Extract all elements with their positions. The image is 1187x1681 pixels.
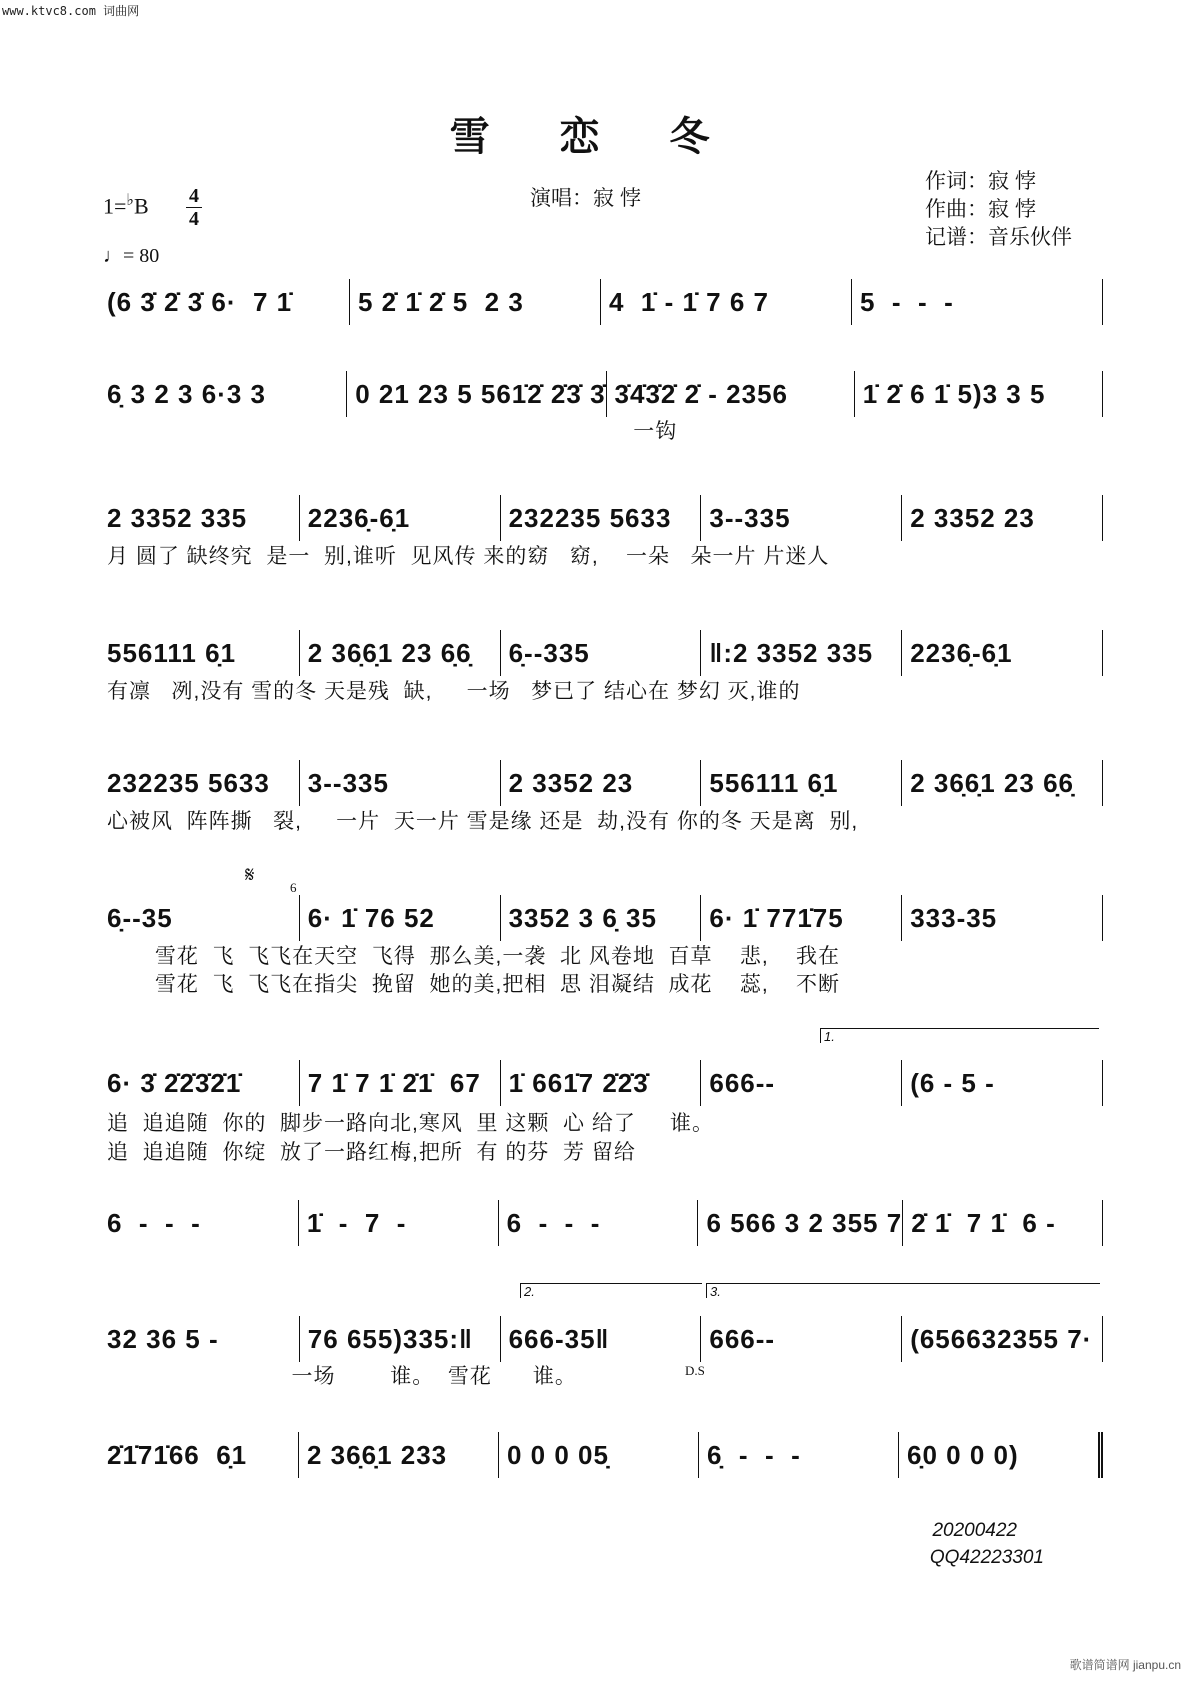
staff-row [107,495,1103,541]
measure: 5 - - - [852,279,1103,325]
measure: 32 36 5 - [107,1316,300,1362]
staff-row [107,760,1103,806]
staff-row [107,371,1103,417]
measure: 6̣--35 [107,895,300,941]
measure: 666-- [701,1316,902,1362]
measure: 2 3352 23 [501,760,702,806]
key-signature [103,190,149,219]
staff-row [107,1060,1103,1106]
staff-row [107,630,1103,676]
measure: 333-35 [902,895,1103,941]
dal-segno: D.S [685,1363,705,1378]
measure: 232235 5633 [501,495,702,541]
measure: 76 655)335:‖ [300,1316,501,1362]
tempo-marking: ♩= 80 [103,245,160,267]
measure: 4 1̇ - 1̇ 7 6 7 [601,279,852,325]
measure: 6̣ 3 2 3 6·3 3 [107,371,347,417]
measure: 6̣ - - - [699,1432,899,1478]
measure: 3--335 [701,495,902,541]
measure: 1̇ 2̇ 6 1̇ 5)3 3 5 [855,371,1103,417]
flat-icon: ♭ [126,192,134,209]
lyric-line: 雪花 飞 飞飞在指尖 挽留 她的美,把相 思 泪凝结 成花 蕊, 不断 [107,973,841,996]
lyric-line: 一钩 [107,420,678,443]
measure: 0 0 0 05̣ [499,1432,699,1478]
measure: 3352 3 6̣ 35 [501,895,702,941]
measure: 6· 3̇ 2̇2̇3̇2̇1̇ [107,1060,300,1106]
measure: 2̇1̇71̇66 6̣1 [107,1432,299,1478]
measure: 5 2̇ 1̇ 2̇ 5 2 3 [350,279,601,325]
measure: (6 - 5 - [902,1060,1103,1106]
measure: 2 36̣6̣1 23 6̣6̣ [902,760,1103,806]
transcriber: 记谱：音乐伙伴 [925,226,1072,249]
measure: 6̣0 0 0 0) [899,1432,1103,1478]
staff-row [107,279,1103,325]
measure: 6̣--335 [501,630,702,676]
measure: 6 - - - [499,1200,699,1246]
volta-2: 2. [520,1283,702,1298]
measure: 6· 1̇ 771̇75 [701,895,902,941]
measure: ‖:2 3352 335 [701,630,902,676]
measure: 666-35‖ [501,1316,702,1362]
grace-note: 6 [290,880,297,895]
volta-1: 1. [820,1028,1099,1043]
staff-row [107,1432,1103,1478]
measure: 7 1̇ 7 1̇ 2̇1̇ 67 [300,1060,501,1106]
lyric-line: 心被风 阵阵撕 裂, 一片 天一片 雪是缘 还是 劫,没有 你的冬 天是离 别, [107,810,859,833]
key-note: B [133,193,149,219]
qq-number: QQ42223301 [929,1547,1044,1568]
measure: 2 3352 335 [107,495,300,541]
lyric-line: 月 圆了 缺终究 是一 别,谁听 见风传 来的窈 窈, 一朵 朵一片 片迷人 [107,545,830,568]
measure: (6 3̇ 2̇ 3̇ 6· 7 1̇ [107,279,350,325]
measure: 0 21 23 5 561̇2̇ 2̇3̇ 3̇ [347,371,606,417]
measure: 232235 5633 [107,760,300,806]
time-signature [186,186,202,229]
time-bottom: 4 [189,208,199,230]
lyric-line: 有凛 冽,没有 雪的冬 天是残 缺, 一场 梦已了 结心在 梦幻 灭,谁的 [107,680,801,703]
measure: 6· 1̇ 76 52 [300,895,501,941]
measure: 2236̣-6̣1 [902,630,1103,676]
lyric-line: 雪花 飞 飞飞在天空 飞得 那么美,一袭 北 风卷地 百草 悲, 我在 [107,945,841,968]
credits [925,168,1072,252]
time-top: 4 [189,185,199,207]
song-title: 雪 恋 冬 [449,113,738,160]
measure: 2 3352 23 [902,495,1103,541]
measure: 556111 6̣1 [107,630,300,676]
measure: 2 36̣6̣1 23 6̣6̣ [300,630,501,676]
staff-row [107,895,1103,941]
composer: 作曲：寂 悖 [925,198,1036,221]
measure: 2̇ 1̇ 7 1̇ 6 - [903,1200,1103,1246]
lyric-line: 一场 谁。 雪花 谁。 [107,1365,577,1388]
singer: 演唱：寂 悖 [530,187,641,210]
segno-icon: 𝄋 [245,862,255,887]
measure: (656632355 7· [902,1316,1103,1362]
staff-row [107,1316,1103,1362]
measure: 2 36̣6̣1 233 [299,1432,499,1478]
measure: 556111 6̣1 [701,760,902,806]
volta-3: 3. [706,1283,1100,1298]
measure: 2236̣-6̣1 [300,495,501,541]
lyric-line: 追 追追随 你绽 放了一路红梅,把所 有 的芬 芳 留给 [107,1141,636,1164]
measure: 1̇ - 7 - [299,1200,499,1246]
lyric-line: 追 追追随 你的 脚步一路向北,寒风 里 这颗 心 给了 谁。 [107,1112,715,1135]
measure: 3--335 [300,760,501,806]
watermark-bottom: 歌谱简谱网 jianpu.cn [1069,1658,1181,1672]
measure: 6 - - - [107,1200,299,1246]
measure: 666-- [701,1060,902,1106]
date: 20200422 [932,1520,1017,1541]
measure: 1̇ 661̇7 2̇2̇3̇ [501,1060,702,1106]
key-prefix: 1= [103,193,127,219]
measure: 3̇4̇3̇2̇ 2̇ - 2356 [607,371,855,417]
measure: 6 566 3 2 355 7 [698,1200,903,1246]
lyricist: 作词：寂 悖 [925,170,1036,193]
staff-row [107,1200,1103,1246]
watermark-top: www.ktvc8.com 词曲网 [2,4,140,18]
